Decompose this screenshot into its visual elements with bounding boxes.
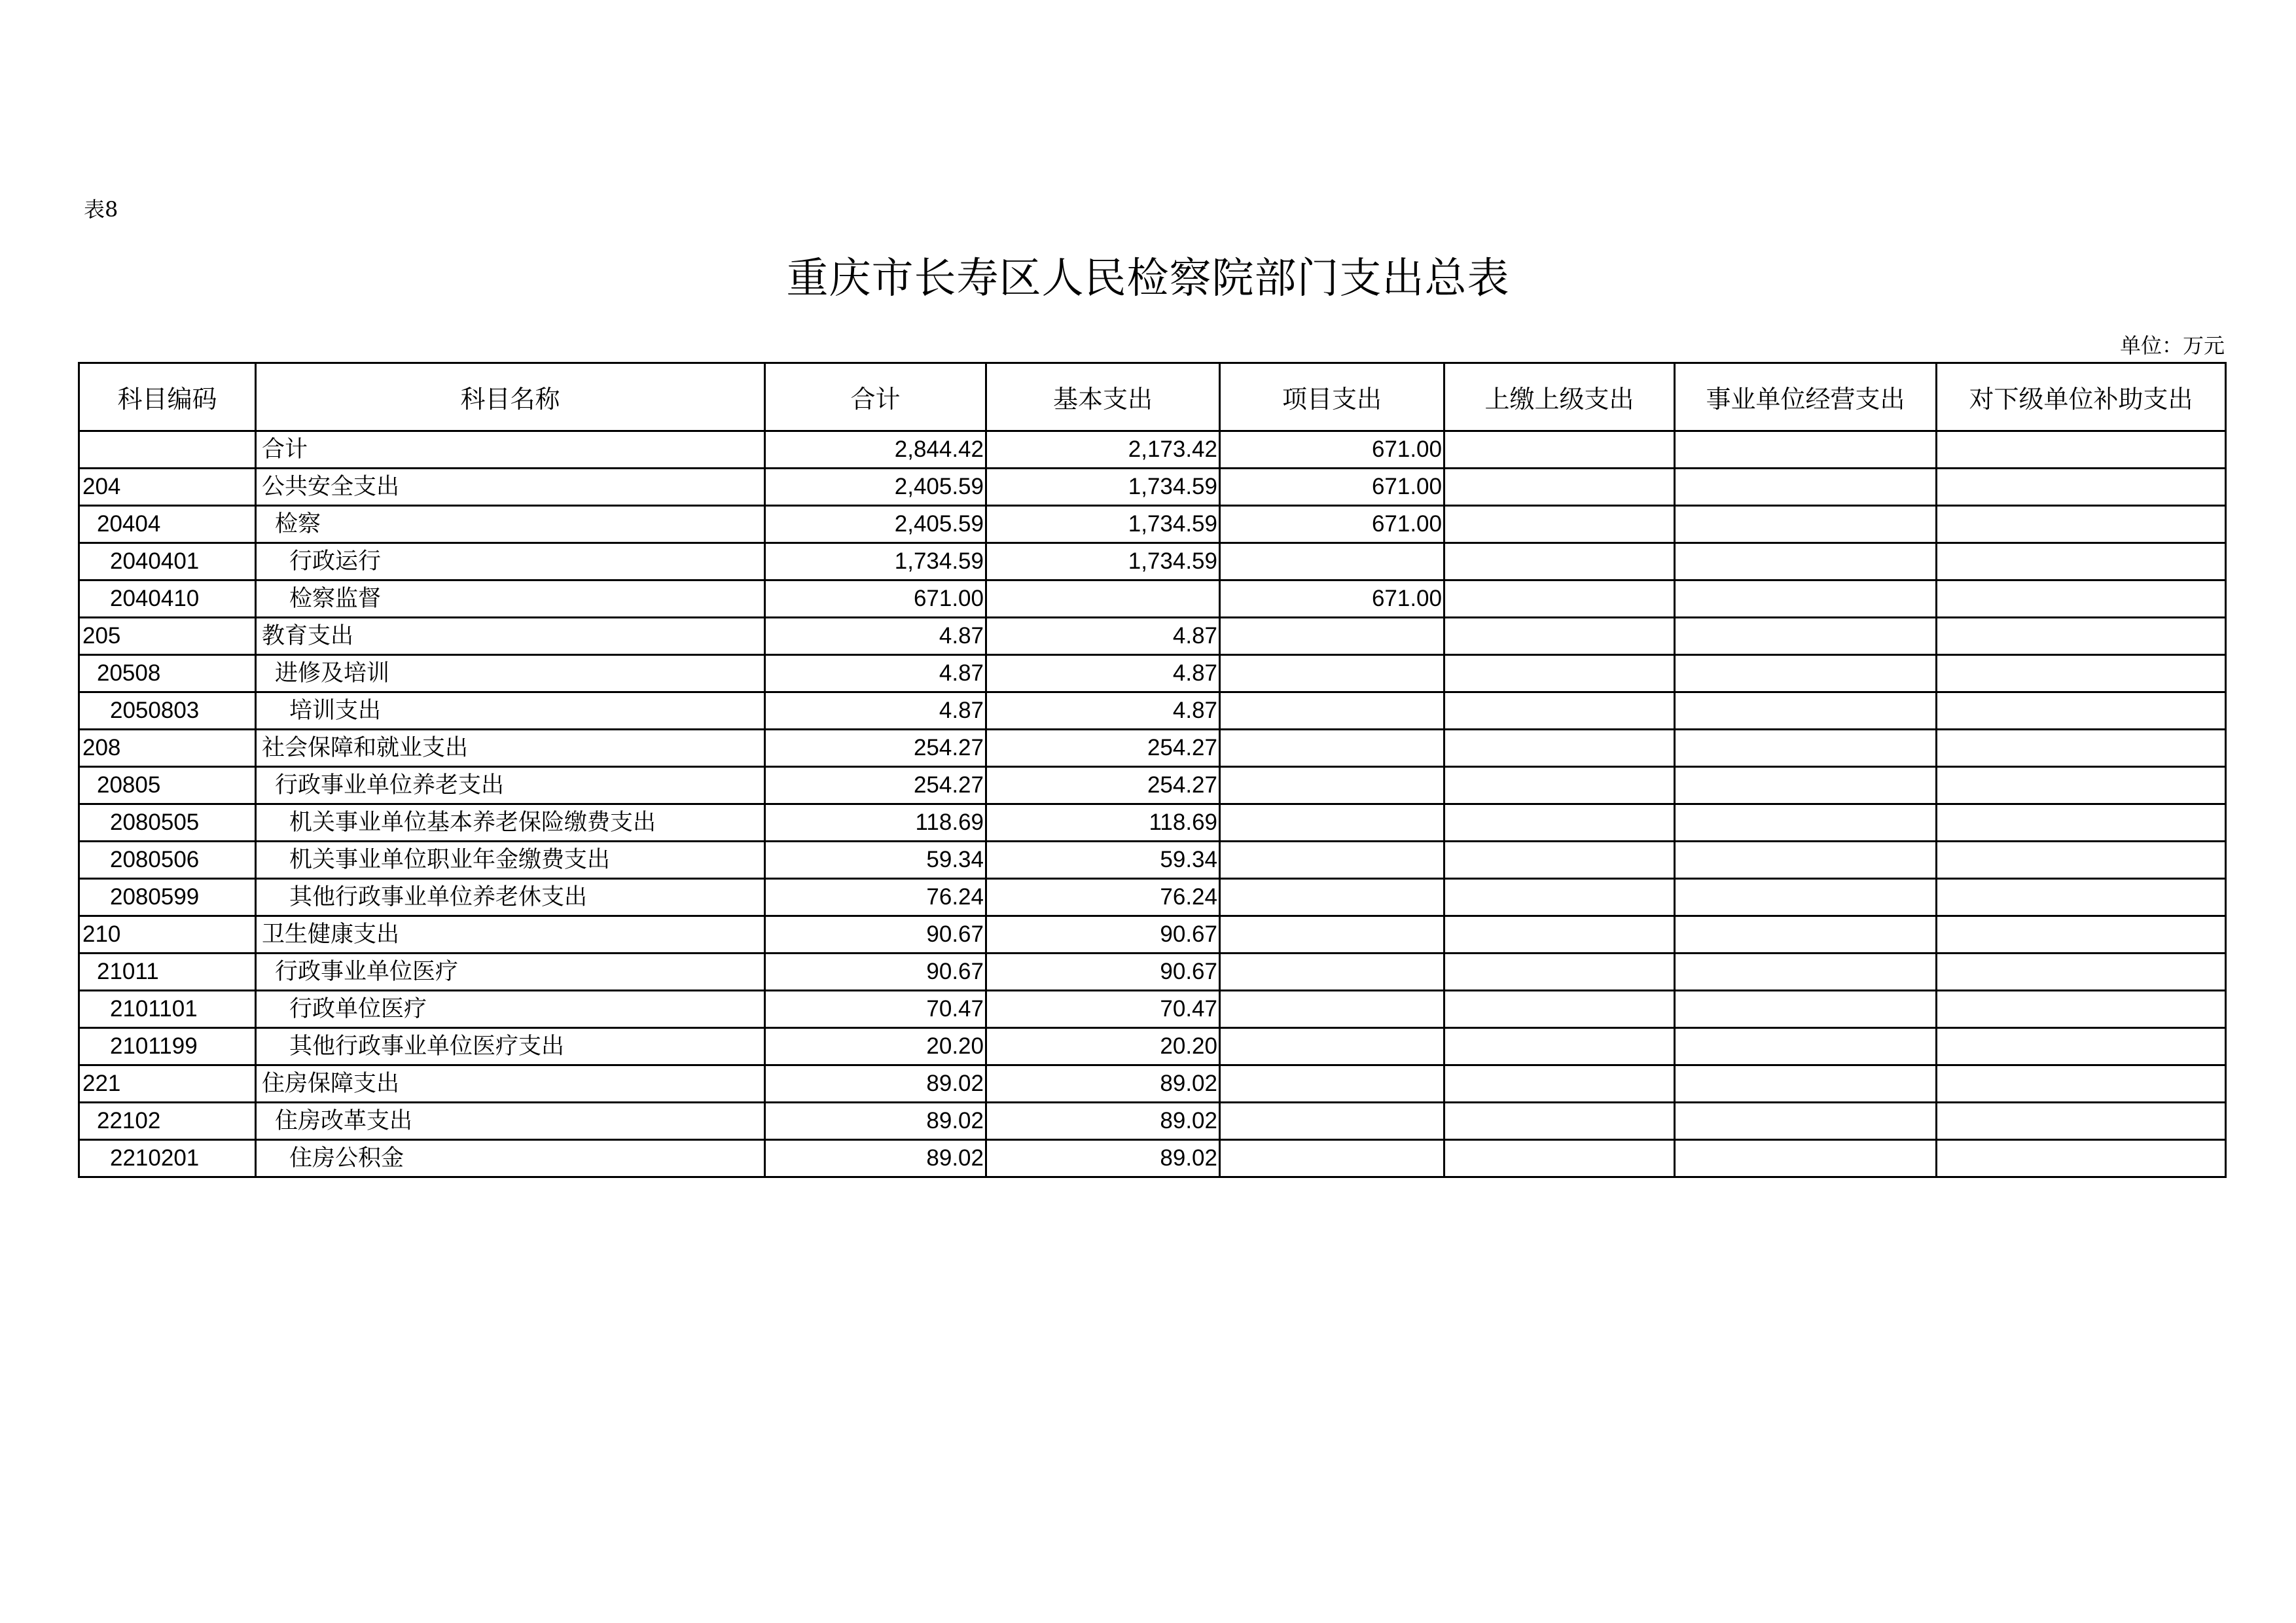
cell-subject-code: 21011 (79, 954, 256, 991)
cell-subject-code: 22102 (79, 1103, 256, 1140)
cell-subject-name: 住房公积金 (256, 1140, 765, 1177)
cell-basic-expenditure: 1,734.59 (986, 469, 1220, 506)
cell-total: 89.02 (765, 1103, 986, 1140)
cell-business-operation (1675, 879, 1937, 916)
cell-business-operation (1675, 954, 1937, 991)
cell-total: 4.87 (765, 618, 986, 655)
cell-subject-name: 合计 (256, 431, 765, 469)
cell-project-expenditure (1220, 954, 1444, 991)
cell-total: 254.27 (765, 767, 986, 804)
cell-basic-expenditure: 89.02 (986, 1065, 1220, 1103)
cell-subordinate-subsidy (1937, 767, 2226, 804)
cell-subordinate-subsidy (1937, 804, 2226, 842)
cell-project-expenditure (1220, 1065, 1444, 1103)
cell-upper-level-payment (1444, 431, 1675, 469)
cell-business-operation (1675, 767, 1937, 804)
cell-total: 2,844.42 (765, 431, 986, 469)
table-row (79, 804, 2226, 842)
cell-business-operation (1675, 1140, 1937, 1177)
cell-subject-code: 20805 (79, 767, 256, 804)
cell-subject-code: 20404 (79, 506, 256, 543)
table-row (79, 991, 2226, 1028)
cell-total: 59.34 (765, 842, 986, 879)
cell-project-expenditure: 671.00 (1220, 580, 1444, 618)
cell-project-expenditure (1220, 991, 1444, 1028)
cell-total: 254.27 (765, 730, 986, 767)
cell-subordinate-subsidy (1937, 655, 2226, 692)
cell-basic-expenditure: 70.47 (986, 991, 1220, 1028)
cell-basic-expenditure: 89.02 (986, 1103, 1220, 1140)
cell-subject-code: 2080505 (79, 804, 256, 842)
cell-total: 76.24 (765, 879, 986, 916)
cell-project-expenditure (1220, 543, 1444, 580)
cell-total: 671.00 (765, 580, 986, 618)
cell-basic-expenditure: 59.34 (986, 842, 1220, 879)
cell-basic-expenditure: 1,734.59 (986, 543, 1220, 580)
header-subject-code: 科目编码 (79, 363, 256, 431)
cell-business-operation (1675, 916, 1937, 954)
cell-subordinate-subsidy (1937, 1103, 2226, 1140)
cell-subject-code: 2101199 (79, 1028, 256, 1065)
cell-upper-level-payment (1444, 991, 1675, 1028)
cell-subject-code: 20508 (79, 655, 256, 692)
table-row (79, 469, 2226, 506)
cell-total: 1,734.59 (765, 543, 986, 580)
header-subordinate-subsidy: 对下级单位补助支出 (1937, 363, 2226, 431)
cell-project-expenditure (1220, 1140, 1444, 1177)
cell-upper-level-payment (1444, 506, 1675, 543)
cell-total: 2,405.59 (765, 469, 986, 506)
cell-subordinate-subsidy (1937, 543, 2226, 580)
cell-business-operation (1675, 692, 1937, 730)
cell-subject-name: 培训支出 (256, 692, 765, 730)
table-row (79, 692, 2226, 730)
cell-upper-level-payment (1444, 916, 1675, 954)
cell-subordinate-subsidy (1937, 916, 2226, 954)
cell-subordinate-subsidy (1937, 469, 2226, 506)
cell-subordinate-subsidy (1937, 1065, 2226, 1103)
cell-upper-level-payment (1444, 692, 1675, 730)
cell-total: 118.69 (765, 804, 986, 842)
cell-total: 2,405.59 (765, 506, 986, 543)
cell-subject-name: 社会保障和就业支出 (256, 730, 765, 767)
cell-subordinate-subsidy (1937, 954, 2226, 991)
cell-basic-expenditure: 2,173.42 (986, 431, 1220, 469)
cell-subject-code: 204 (79, 469, 256, 506)
cell-basic-expenditure: 254.27 (986, 767, 1220, 804)
cell-upper-level-payment (1444, 580, 1675, 618)
cell-subject-name: 检察 (256, 506, 765, 543)
cell-project-expenditure (1220, 730, 1444, 767)
cell-subordinate-subsidy (1937, 692, 2226, 730)
table-row (79, 506, 2226, 543)
cell-basic-expenditure: 89.02 (986, 1140, 1220, 1177)
cell-subject-code: 208 (79, 730, 256, 767)
cell-basic-expenditure: 20.20 (986, 1028, 1220, 1065)
cell-upper-level-payment (1444, 842, 1675, 879)
cell-basic-expenditure: 90.67 (986, 954, 1220, 991)
cell-project-expenditure (1220, 804, 1444, 842)
cell-project-expenditure (1220, 655, 1444, 692)
header-business-operation: 事业单位经营支出 (1675, 363, 1937, 431)
cell-subject-name: 卫生健康支出 (256, 916, 765, 954)
cell-subordinate-subsidy (1937, 1140, 2226, 1177)
cell-subject-code: 2080506 (79, 842, 256, 879)
cell-subordinate-subsidy (1937, 1028, 2226, 1065)
cell-project-expenditure (1220, 1028, 1444, 1065)
cell-subordinate-subsidy (1937, 879, 2226, 916)
table-row (79, 618, 2226, 655)
cell-project-expenditure: 671.00 (1220, 431, 1444, 469)
header-subject-name: 科目名称 (256, 363, 765, 431)
cell-subject-name: 住房改革支出 (256, 1103, 765, 1140)
cell-subordinate-subsidy (1937, 580, 2226, 618)
cell-project-expenditure (1220, 692, 1444, 730)
cell-business-operation (1675, 655, 1937, 692)
cell-subordinate-subsidy (1937, 842, 2226, 879)
cell-subordinate-subsidy (1937, 730, 2226, 767)
cell-upper-level-payment (1444, 804, 1675, 842)
table-row (79, 580, 2226, 618)
cell-subject-name: 行政单位医疗 (256, 991, 765, 1028)
cell-basic-expenditure: 4.87 (986, 618, 1220, 655)
cell-project-expenditure (1220, 618, 1444, 655)
cell-business-operation (1675, 580, 1937, 618)
table-body (79, 431, 2226, 1177)
cell-business-operation (1675, 431, 1937, 469)
cell-project-expenditure (1220, 767, 1444, 804)
table-row (79, 767, 2226, 804)
cell-basic-expenditure: 254.27 (986, 730, 1220, 767)
cell-basic-expenditure: 4.87 (986, 692, 1220, 730)
cell-project-expenditure (1220, 842, 1444, 879)
cell-total: 20.20 (765, 1028, 986, 1065)
header-project-expenditure: 项目支出 (1220, 363, 1444, 431)
cell-business-operation (1675, 1103, 1937, 1140)
cell-subject-name: 住房保障支出 (256, 1065, 765, 1103)
cell-upper-level-payment (1444, 618, 1675, 655)
cell-business-operation (1675, 1065, 1937, 1103)
cell-subject-code: 2050803 (79, 692, 256, 730)
cell-upper-level-payment (1444, 954, 1675, 991)
cell-upper-level-payment (1444, 1140, 1675, 1177)
cell-subject-name: 进修及培训 (256, 655, 765, 692)
cell-subject-code: 2040401 (79, 543, 256, 580)
cell-subject-name: 行政事业单位医疗 (256, 954, 765, 991)
cell-subject-code: 210 (79, 916, 256, 954)
header-basic-expenditure: 基本支出 (986, 363, 1220, 431)
cell-subject-code: 2080599 (79, 879, 256, 916)
table-number-label: 表8 (84, 197, 118, 222)
cell-business-operation (1675, 469, 1937, 506)
cell-upper-level-payment (1444, 730, 1675, 767)
cell-upper-level-payment (1444, 1028, 1675, 1065)
table-row (79, 916, 2226, 954)
cell-subject-name: 机关事业单位基本养老保险缴费支出 (256, 804, 765, 842)
cell-upper-level-payment (1444, 543, 1675, 580)
cell-subordinate-subsidy (1937, 991, 2226, 1028)
cell-business-operation (1675, 842, 1937, 879)
cell-subordinate-subsidy (1937, 506, 2226, 543)
cell-basic-expenditure: 118.69 (986, 804, 1220, 842)
cell-subject-name: 教育支出 (256, 618, 765, 655)
cell-business-operation (1675, 1028, 1937, 1065)
cell-upper-level-payment (1444, 879, 1675, 916)
table-header (79, 363, 2226, 431)
cell-project-expenditure (1220, 916, 1444, 954)
header-upper-level-payment: 上缴上级支出 (1444, 363, 1675, 431)
cell-total: 90.67 (765, 954, 986, 991)
cell-basic-expenditure: 4.87 (986, 655, 1220, 692)
cell-subject-name: 行政运行 (256, 543, 765, 580)
cell-upper-level-payment (1444, 1065, 1675, 1103)
cell-total: 70.47 (765, 991, 986, 1028)
cell-subject-name: 行政事业单位养老支出 (256, 767, 765, 804)
cell-business-operation (1675, 804, 1937, 842)
table-row (79, 954, 2226, 991)
cell-total: 4.87 (765, 655, 986, 692)
table-row (79, 879, 2226, 916)
table-row (79, 1065, 2226, 1103)
cell-subject-name: 检察监督 (256, 580, 765, 618)
cell-subject-name: 机关事业单位职业年金缴费支出 (256, 842, 765, 879)
cell-basic-expenditure: 90.67 (986, 916, 1220, 954)
table-row (79, 543, 2226, 580)
table-row (79, 1028, 2226, 1065)
cell-total: 89.02 (765, 1065, 986, 1103)
table-row (79, 842, 2226, 879)
cell-subject-code: 2101101 (79, 991, 256, 1028)
cell-upper-level-payment (1444, 1103, 1675, 1140)
cell-subject-code (79, 431, 256, 469)
table-row (79, 431, 2226, 469)
table-row (79, 1140, 2226, 1177)
cell-subject-name: 其他行政事业单位养老休支出 (256, 879, 765, 916)
page-title: 重庆市长寿区人民检察院部门支出总表 (786, 255, 1510, 303)
cell-project-expenditure: 671.00 (1220, 469, 1444, 506)
cell-business-operation (1675, 506, 1937, 543)
cell-business-operation (1675, 991, 1937, 1028)
table-row (79, 1103, 2226, 1140)
cell-basic-expenditure: 1,734.59 (986, 506, 1220, 543)
cell-basic-expenditure (986, 580, 1220, 618)
table-row (79, 655, 2226, 692)
cell-upper-level-payment (1444, 767, 1675, 804)
cell-subordinate-subsidy (1937, 618, 2226, 655)
cell-subject-code: 2210201 (79, 1140, 256, 1177)
cell-upper-level-payment (1444, 655, 1675, 692)
cell-project-expenditure (1220, 879, 1444, 916)
cell-basic-expenditure: 76.24 (986, 879, 1220, 916)
expenditure-table (78, 362, 2227, 1178)
cell-project-expenditure: 671.00 (1220, 506, 1444, 543)
cell-subject-name: 公共安全支出 (256, 469, 765, 506)
cell-subordinate-subsidy (1937, 431, 2226, 469)
header-row (79, 363, 2226, 431)
table-row (79, 730, 2226, 767)
cell-business-operation (1675, 543, 1937, 580)
unit-label: 单位：万元 (2119, 333, 2225, 358)
cell-business-operation (1675, 618, 1937, 655)
cell-subject-code: 205 (79, 618, 256, 655)
cell-subject-code: 2040410 (79, 580, 256, 618)
cell-subject-code: 221 (79, 1065, 256, 1103)
cell-business-operation (1675, 730, 1937, 767)
cell-total: 4.87 (765, 692, 986, 730)
cell-upper-level-payment (1444, 469, 1675, 506)
cell-total: 89.02 (765, 1140, 986, 1177)
cell-total: 90.67 (765, 916, 986, 954)
cell-project-expenditure (1220, 1103, 1444, 1140)
header-total: 合计 (765, 363, 986, 431)
cell-subject-name: 其他行政事业单位医疗支出 (256, 1028, 765, 1065)
